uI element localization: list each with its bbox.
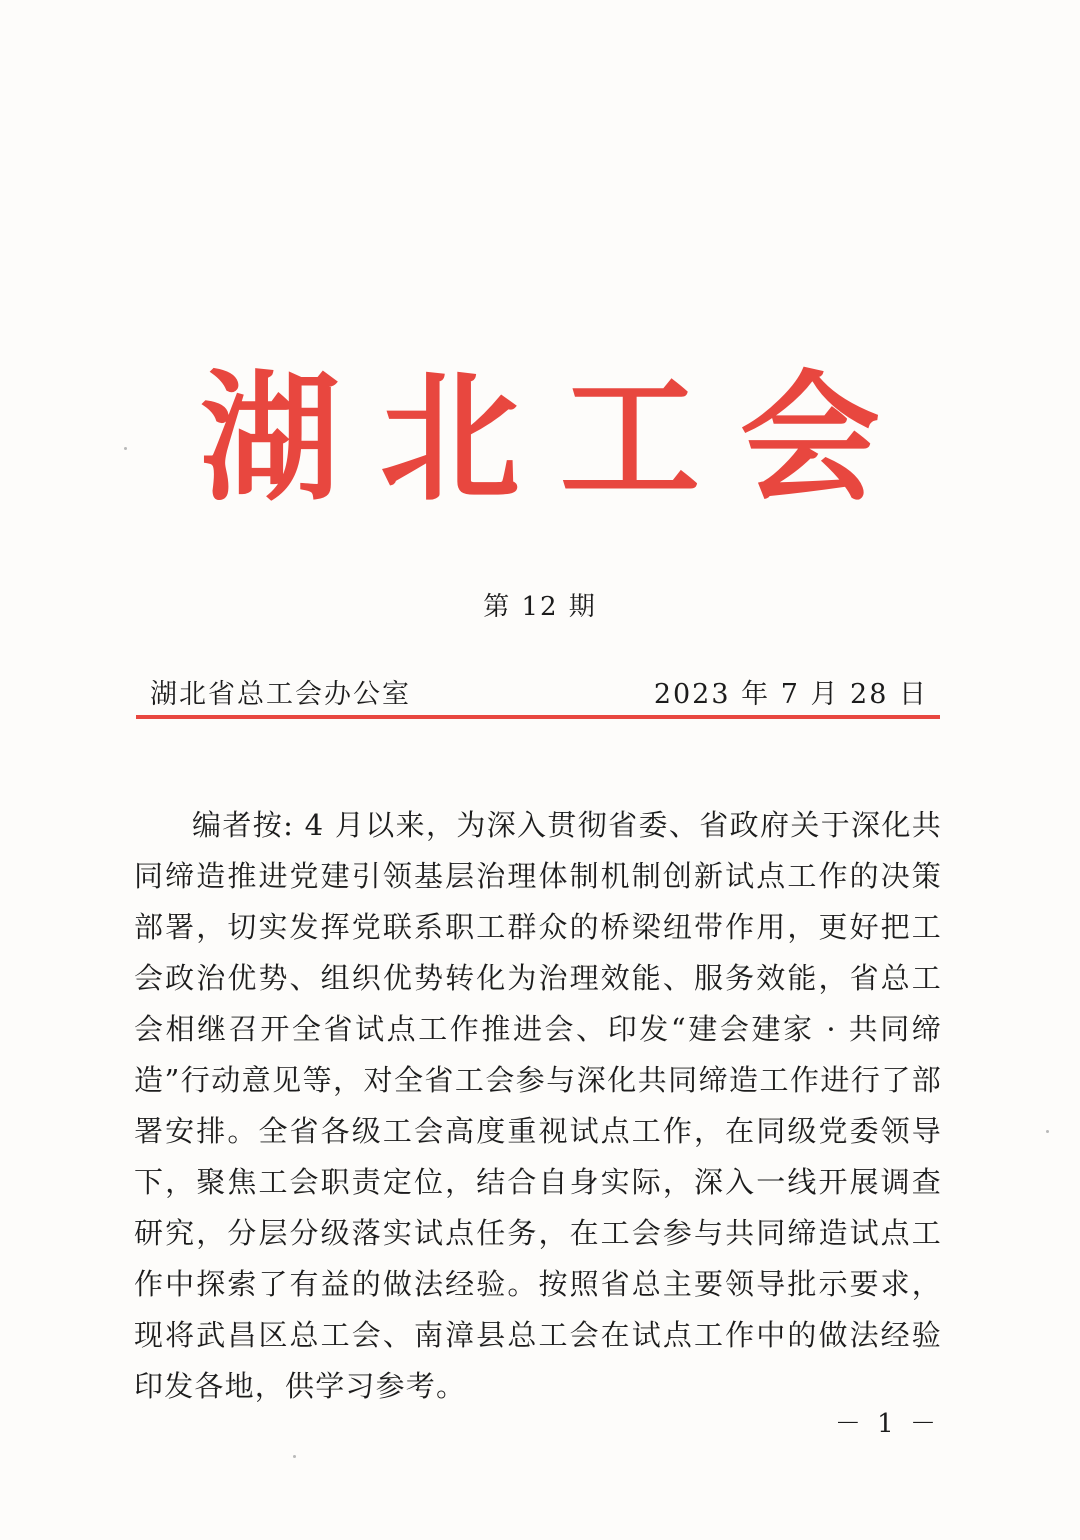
editor-note-label: 编者按: xyxy=(192,808,295,842)
issuing-office: 湖北省总工会办公室 xyxy=(150,679,411,710)
editor-note xyxy=(134,800,942,1412)
scan-speck xyxy=(1046,1130,1049,1133)
masthead-char: 湖 xyxy=(200,358,341,521)
masthead-title xyxy=(200,360,880,520)
issue-number: 第 12 期 xyxy=(483,592,597,622)
masthead-char: 工 xyxy=(559,358,700,521)
masthead-char: 北 xyxy=(379,358,520,521)
issue-date: 2023 年 7 月 28 日 xyxy=(653,679,928,710)
scan-speck xyxy=(124,447,127,450)
red-divider-line xyxy=(136,715,940,719)
masthead-char: 会 xyxy=(739,358,880,521)
scan-speck xyxy=(293,1455,296,1458)
editor-note-text: 4 月以来，为深入贯彻省委、省政府关于深化共同缔造推进党建引领基层治理体制机制创新试点工作的决策部署，切实发挥党联系职工群众的桥梁纽带作用，更好把工会政治优势、组织优势转化为治理效能、服务效能，省总工会相继召开全省试点工作推进会、印发“建会建家 · 共同缔造”行动意见等，对全省工会参与深化共同缔造工作进行了部署安排。全省各级工会高度重视试点工作，在同级党委领导下，聚焦工会职责定位，结合自身实际，深入一线开展调查研究，分层分级落实试点任务，在工会参与共同缔造试点工作中探索了有益的做法经验。按照省总主要领导批示要求，现将武昌区总工会、南漳县总工会在试点工作中的做法经验印发各地，供学习参考。 xyxy=(134,808,942,1403)
page-number: － 1 － xyxy=(834,1409,940,1439)
